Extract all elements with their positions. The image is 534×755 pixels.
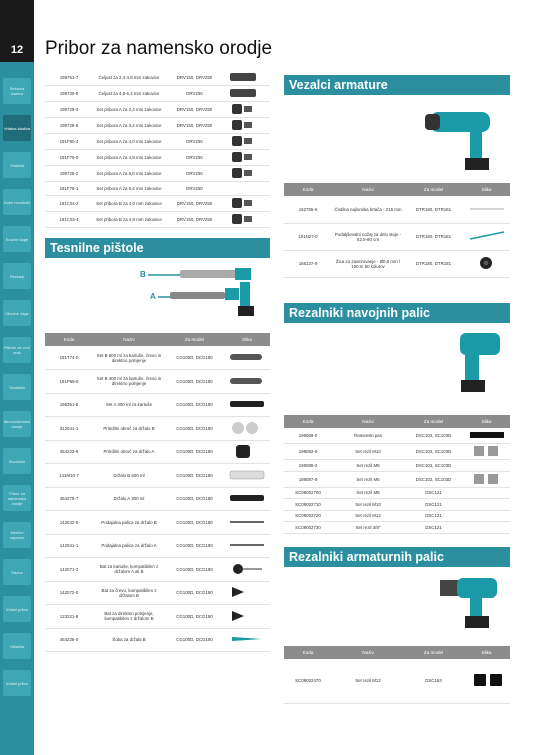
cell-model: DSC121: [404, 510, 463, 522]
cell-model: DSC163: [404, 659, 463, 703]
cell-pic: [224, 464, 270, 488]
sidebar-tab[interactable]: Vbodne žage: [3, 300, 31, 326]
cell-model: CG100D, DCG180: [165, 464, 224, 488]
cell-model: DRV250: [165, 166, 224, 182]
cell-pic: [224, 534, 270, 558]
cell-code: 191F78-1: [45, 182, 93, 196]
cell-model: DRV250: [165, 86, 224, 102]
cell-model: DSC121: [404, 487, 463, 499]
table-vezalci: [284, 183, 510, 278]
section-armaturnih-title: Rezalniki armaturnih palic: [284, 547, 510, 567]
cell-name: Set rezil 3/8": [332, 522, 404, 534]
cell-pic: [463, 510, 510, 522]
cell-code: 199087-8: [284, 471, 332, 487]
cell-code: 199082-6: [284, 444, 332, 460]
cell-pic: [463, 659, 510, 703]
cell-code: 123221-8: [45, 605, 93, 629]
table-rivet: [45, 70, 270, 228]
table-row: [284, 471, 510, 487]
cell-name: Set pribora A za 6,4 mm zakovice: [93, 182, 165, 196]
col-pic: Slika: [463, 646, 510, 659]
sidebar-tab[interactable]: Sekalna kladiva: [3, 78, 31, 104]
table-row: [45, 558, 270, 582]
cell-model: CG100D, DCG180: [165, 393, 224, 417]
cell-name: Bat za črevo, kompatibilen z držalom B: [93, 581, 165, 605]
cell-pic: [224, 558, 270, 582]
cell-model: DSC121: [404, 499, 463, 511]
cell-name: Podaljševalni nožaj za delo stoje - 62,5-80 cm: [332, 223, 404, 250]
cell-pic: [224, 605, 270, 629]
section-navojnih-title: Rezalniki navojnih palic: [284, 303, 510, 323]
cell-pic: [224, 70, 270, 86]
col-model: Za model: [404, 415, 463, 428]
col-pic: Slika: [463, 183, 510, 196]
cell-model: CG100D, DCG180: [165, 511, 224, 535]
cell-pic: [463, 471, 510, 487]
cell-name: Set B 600 ml za kartuše, črevo in direktno polnjenje: [93, 346, 165, 370]
table-row: [284, 250, 510, 277]
col-code: Koda: [284, 415, 332, 428]
col-model: Za model: [165, 333, 224, 346]
cell-code: 454275-7: [45, 487, 93, 511]
cell-name: Set pribora A za 2,4 mm zakovice: [93, 102, 165, 118]
cell-model: CG100D, DCG180: [165, 370, 224, 394]
cell-code: 196351-8: [45, 393, 93, 417]
cell-model: DSC102, SC103D: [404, 444, 463, 460]
cell-name: Ramenski pas: [332, 428, 404, 444]
sidebar-tab[interactable]: Vrtalniki: [3, 152, 31, 178]
cell-code: 199751-7: [45, 70, 93, 86]
cell-name: Set pribora A za 3,2 mm zakovice: [93, 118, 165, 134]
col-name: Naziv: [93, 333, 165, 346]
table-row: [284, 444, 510, 460]
cell-name: Pritrdilni obroč za držalo A: [93, 440, 165, 464]
cell-name: Set pribora B za 4,8 mm zakovice: [93, 211, 165, 227]
table-row: [45, 346, 270, 370]
table-row: [45, 195, 270, 211]
cell-code: 191T74-0: [45, 346, 93, 370]
cell-pic: [463, 428, 510, 444]
sidebar-tab[interactable]: Sesalniki: [3, 374, 31, 400]
table-row: [284, 510, 510, 522]
cell-code: SC09002700: [284, 487, 332, 499]
sidebar-tab[interactable]: Kotni brusilniki: [3, 189, 31, 215]
cell-model: DTR180, DTR181: [404, 223, 463, 250]
cell-code: 454223-6: [45, 440, 93, 464]
table-armaturnih: [284, 646, 510, 704]
cell-code: 142072-0: [45, 581, 93, 605]
cell-code: 191C04-2: [45, 195, 93, 211]
cell-model: DRV250: [165, 134, 224, 150]
col-pic: Slika: [463, 415, 510, 428]
col-model: Za model: [404, 646, 463, 659]
cell-name: Čeljust za 4,8-6,4 mm zakovice: [93, 86, 165, 102]
cell-code: 191F80-4: [45, 134, 93, 150]
cell-pic: [463, 223, 510, 250]
cell-model: DRV150, DRV250: [165, 118, 224, 134]
table-row: [45, 464, 270, 488]
table-row: [45, 150, 270, 166]
cell-model: CG100D, DCG180: [165, 628, 224, 652]
cell-name: Set A 300 ml za kartuše: [93, 393, 165, 417]
sidebar-tab[interactable]: Krožne žage: [3, 226, 31, 252]
cell-name: Bat za direktno polnjenje, kompatibilen z držalom B: [93, 605, 165, 629]
table-row: [45, 417, 270, 441]
cell-name: Set rezil M12: [332, 659, 404, 703]
col-model: Za model: [404, 183, 463, 196]
cell-name: Čistilna najlonska krtača - 215 mm: [332, 196, 404, 223]
cell-model: CG100D, DCG180: [165, 605, 224, 629]
cell-name: Žica za zavezovanje - Ø0,8 mm / 100 m 50 kolutov: [332, 250, 404, 277]
section-tesnilne-title: Tesnilne pištole: [45, 238, 270, 258]
cell-code: 142071-2: [45, 558, 93, 582]
cell-name: Set rezil M10: [332, 499, 404, 511]
table-row: [45, 70, 270, 86]
cell-name: Set rezil M12: [332, 510, 404, 522]
cell-pic: [224, 195, 270, 211]
cell-model: DRV250: [165, 182, 224, 196]
cell-model: DSC102, SC103D: [404, 428, 463, 444]
table-row: [45, 393, 270, 417]
table-row: [284, 223, 510, 250]
cell-pic: [224, 182, 270, 196]
table-row: [45, 118, 270, 134]
cell-pic: [224, 346, 270, 370]
cell-pic: [224, 166, 270, 182]
rebar-tier-image: [425, 100, 505, 175]
cell-model: CG100D, DCG180: [165, 417, 224, 441]
cell-name: Podajalna palica za držalo B: [93, 511, 165, 535]
cell-code: 191N27-0: [284, 223, 332, 250]
label-a: A: [150, 292, 156, 301]
table-row: [45, 628, 270, 652]
sidebar-tab[interactable]: Razno: [3, 559, 31, 585]
sidebar-tab[interactable]: Merilne naprave: [3, 522, 31, 548]
cell-name: Set pribora A za 6,0 mm zakovice: [93, 166, 165, 182]
cell-model: DTR180, DTR181: [404, 196, 463, 223]
cell-model: CG100D, DCG180: [165, 558, 224, 582]
cell-model: DRV150, DRV250: [165, 211, 224, 227]
table-row: [45, 370, 270, 394]
table-row: [284, 196, 510, 223]
col-name: Naziv: [332, 415, 404, 428]
cell-pic: [224, 211, 270, 227]
cell-code: SC09002710: [284, 499, 332, 511]
rebar-cutter-image: [435, 570, 510, 635]
cell-pic: [224, 440, 270, 464]
cell-model: CG100D, DCG180: [165, 534, 224, 558]
page-number: 12: [0, 0, 34, 62]
sidebar-tab[interactable]: Akumulatorsko orodje: [3, 411, 31, 437]
table-row: [45, 605, 270, 629]
cell-code: 162755-6: [284, 196, 332, 223]
table-row: [45, 182, 270, 196]
table-row: [45, 134, 270, 150]
threaded-rod-cutter-image: [455, 328, 510, 398]
table-row: [45, 581, 270, 605]
cell-model: DRV150, DRV250: [165, 102, 224, 118]
table-row: [45, 534, 270, 558]
cell-pic: [463, 522, 510, 534]
cell-pic: [224, 511, 270, 535]
sidebar-tab[interactable]: Vrtalna kladiva: [3, 115, 31, 141]
table-row: [284, 487, 510, 499]
col-code: Koda: [45, 333, 93, 346]
col-code: Koda: [284, 646, 332, 659]
cell-pic: [463, 444, 510, 460]
cell-pic: [224, 370, 270, 394]
caulking-gun-image: [140, 262, 270, 318]
cell-model: CG100D, DCG180: [165, 487, 224, 511]
cell-pic: [224, 581, 270, 605]
cell-pic: [463, 499, 510, 511]
table-row: [45, 211, 270, 227]
table-row: [284, 428, 510, 444]
cell-name: Set rezil M6: [332, 471, 404, 487]
sidebar-tab[interactable]: Vrtalni pribor: [3, 596, 31, 622]
cell-code: 454226-0: [45, 628, 93, 652]
cell-code: 312041-1: [45, 417, 93, 441]
table-row: [45, 487, 270, 511]
cell-name: Pritrdilni obroč za držalo B: [93, 417, 165, 441]
cell-name: Set B 400 ml za kartuše, črevo in direktno polnjenje: [93, 370, 165, 394]
cell-code: 199729-4: [45, 102, 93, 118]
table-tesnilne: [45, 333, 270, 652]
cell-name: Set pribora B za 4,0 mm zakovice: [93, 195, 165, 211]
cell-pic: [224, 102, 270, 118]
table-row: [45, 511, 270, 535]
cell-code: SC09002730: [284, 522, 332, 534]
col-name: Naziv: [332, 183, 404, 196]
cell-code: 199069-0: [284, 428, 332, 444]
cell-name: Čeljust za 2,4-4,8 mm zakovice: [93, 70, 165, 86]
table-row: [284, 499, 510, 511]
cell-code: 199725-2: [45, 166, 93, 182]
table-row: [45, 440, 270, 464]
cell-code: 199728-6: [45, 118, 93, 134]
cell-code: 141M10-7: [45, 464, 93, 488]
cell-code: 199730-9: [45, 86, 93, 102]
col-pic: Slika: [224, 333, 270, 346]
cell-model: DSC102, SC103D: [404, 460, 463, 472]
cell-pic: [224, 487, 270, 511]
sidebar-tab[interactable]: Vrtalni pribor: [3, 670, 31, 696]
cell-name: Set pribora A za 4,8 mm zakovice: [93, 150, 165, 166]
cell-pic: [224, 86, 270, 102]
section-vezalci-title: Vezalci armature: [284, 75, 510, 95]
sidebar-tab[interactable]: Oblačila: [3, 633, 31, 659]
label-b: B: [140, 270, 146, 279]
col-name: Naziv: [332, 646, 404, 659]
cell-name: Set rezil M8: [332, 487, 404, 499]
cell-model: CG100D, DCG180: [165, 346, 224, 370]
cell-name: Set rezil M10: [332, 444, 404, 460]
sidebar-tab[interactable]: Rezkarji: [3, 263, 31, 289]
table-row: [45, 86, 270, 102]
cell-name: Šoba za držala B: [93, 628, 165, 652]
cell-name: Podajalna palica za držalo A: [93, 534, 165, 558]
col-code: Koda: [284, 183, 332, 196]
cell-code: 166137-9: [284, 250, 332, 277]
cell-pic: [463, 487, 510, 499]
cell-pic: [224, 134, 270, 150]
cell-pic: [224, 417, 270, 441]
cell-name: Set rezil M8: [332, 460, 404, 472]
cell-pic: [463, 460, 510, 472]
sidebar-tab[interactable]: Pribor za namensko orodje: [3, 485, 31, 511]
cell-model: CG100D, DCG180: [165, 581, 224, 605]
cell-code: 191F79-9: [45, 150, 93, 166]
table-row: [45, 166, 270, 182]
cell-pic: [224, 628, 270, 652]
sidebar-tab[interactable]: Pištole za vroč zrak: [3, 337, 31, 363]
page-title: Pribor za namensko orodje: [45, 38, 273, 59]
cell-pic: [224, 393, 270, 417]
cell-code: SC09002720: [284, 510, 332, 522]
sidebar-tab[interactable]: Brusilniki: [3, 448, 31, 474]
cell-model: DRV150, DRV250: [165, 195, 224, 211]
cell-model: DSC121: [404, 522, 463, 534]
cell-code: 142041-1: [45, 534, 93, 558]
cell-name: Držalo A 300 ml: [93, 487, 165, 511]
cell-name: Set pribora A za 4,0 mm zakovice: [93, 134, 165, 150]
cell-name: Držalo B 600 ml: [93, 464, 165, 488]
table-row: [284, 460, 510, 472]
cell-pic: [463, 250, 510, 277]
cell-model: DSC102, SC103D: [404, 471, 463, 487]
cell-model: CG100D, DCG180: [165, 440, 224, 464]
cell-code: 191P69-6: [45, 370, 93, 394]
table-row: [284, 522, 510, 534]
table-row: [45, 102, 270, 118]
cell-model: DRV250: [165, 150, 224, 166]
table-row: [284, 659, 510, 703]
cell-pic: [224, 150, 270, 166]
cell-model: DRV150, DRV250: [165, 70, 224, 86]
cell-code: 191C03-4: [45, 211, 93, 227]
cell-model: DTR180, DTR181: [404, 250, 463, 277]
cell-pic: [224, 118, 270, 134]
table-navojnih: [284, 415, 510, 534]
cell-pic: [463, 196, 510, 223]
cell-code: 142042-9: [45, 511, 93, 535]
cell-code: SC09002470: [284, 659, 332, 703]
cell-code: 199085-2: [284, 460, 332, 472]
cell-name: Bat za kartuše, kompatibilen z držalom A ali B: [93, 558, 165, 582]
